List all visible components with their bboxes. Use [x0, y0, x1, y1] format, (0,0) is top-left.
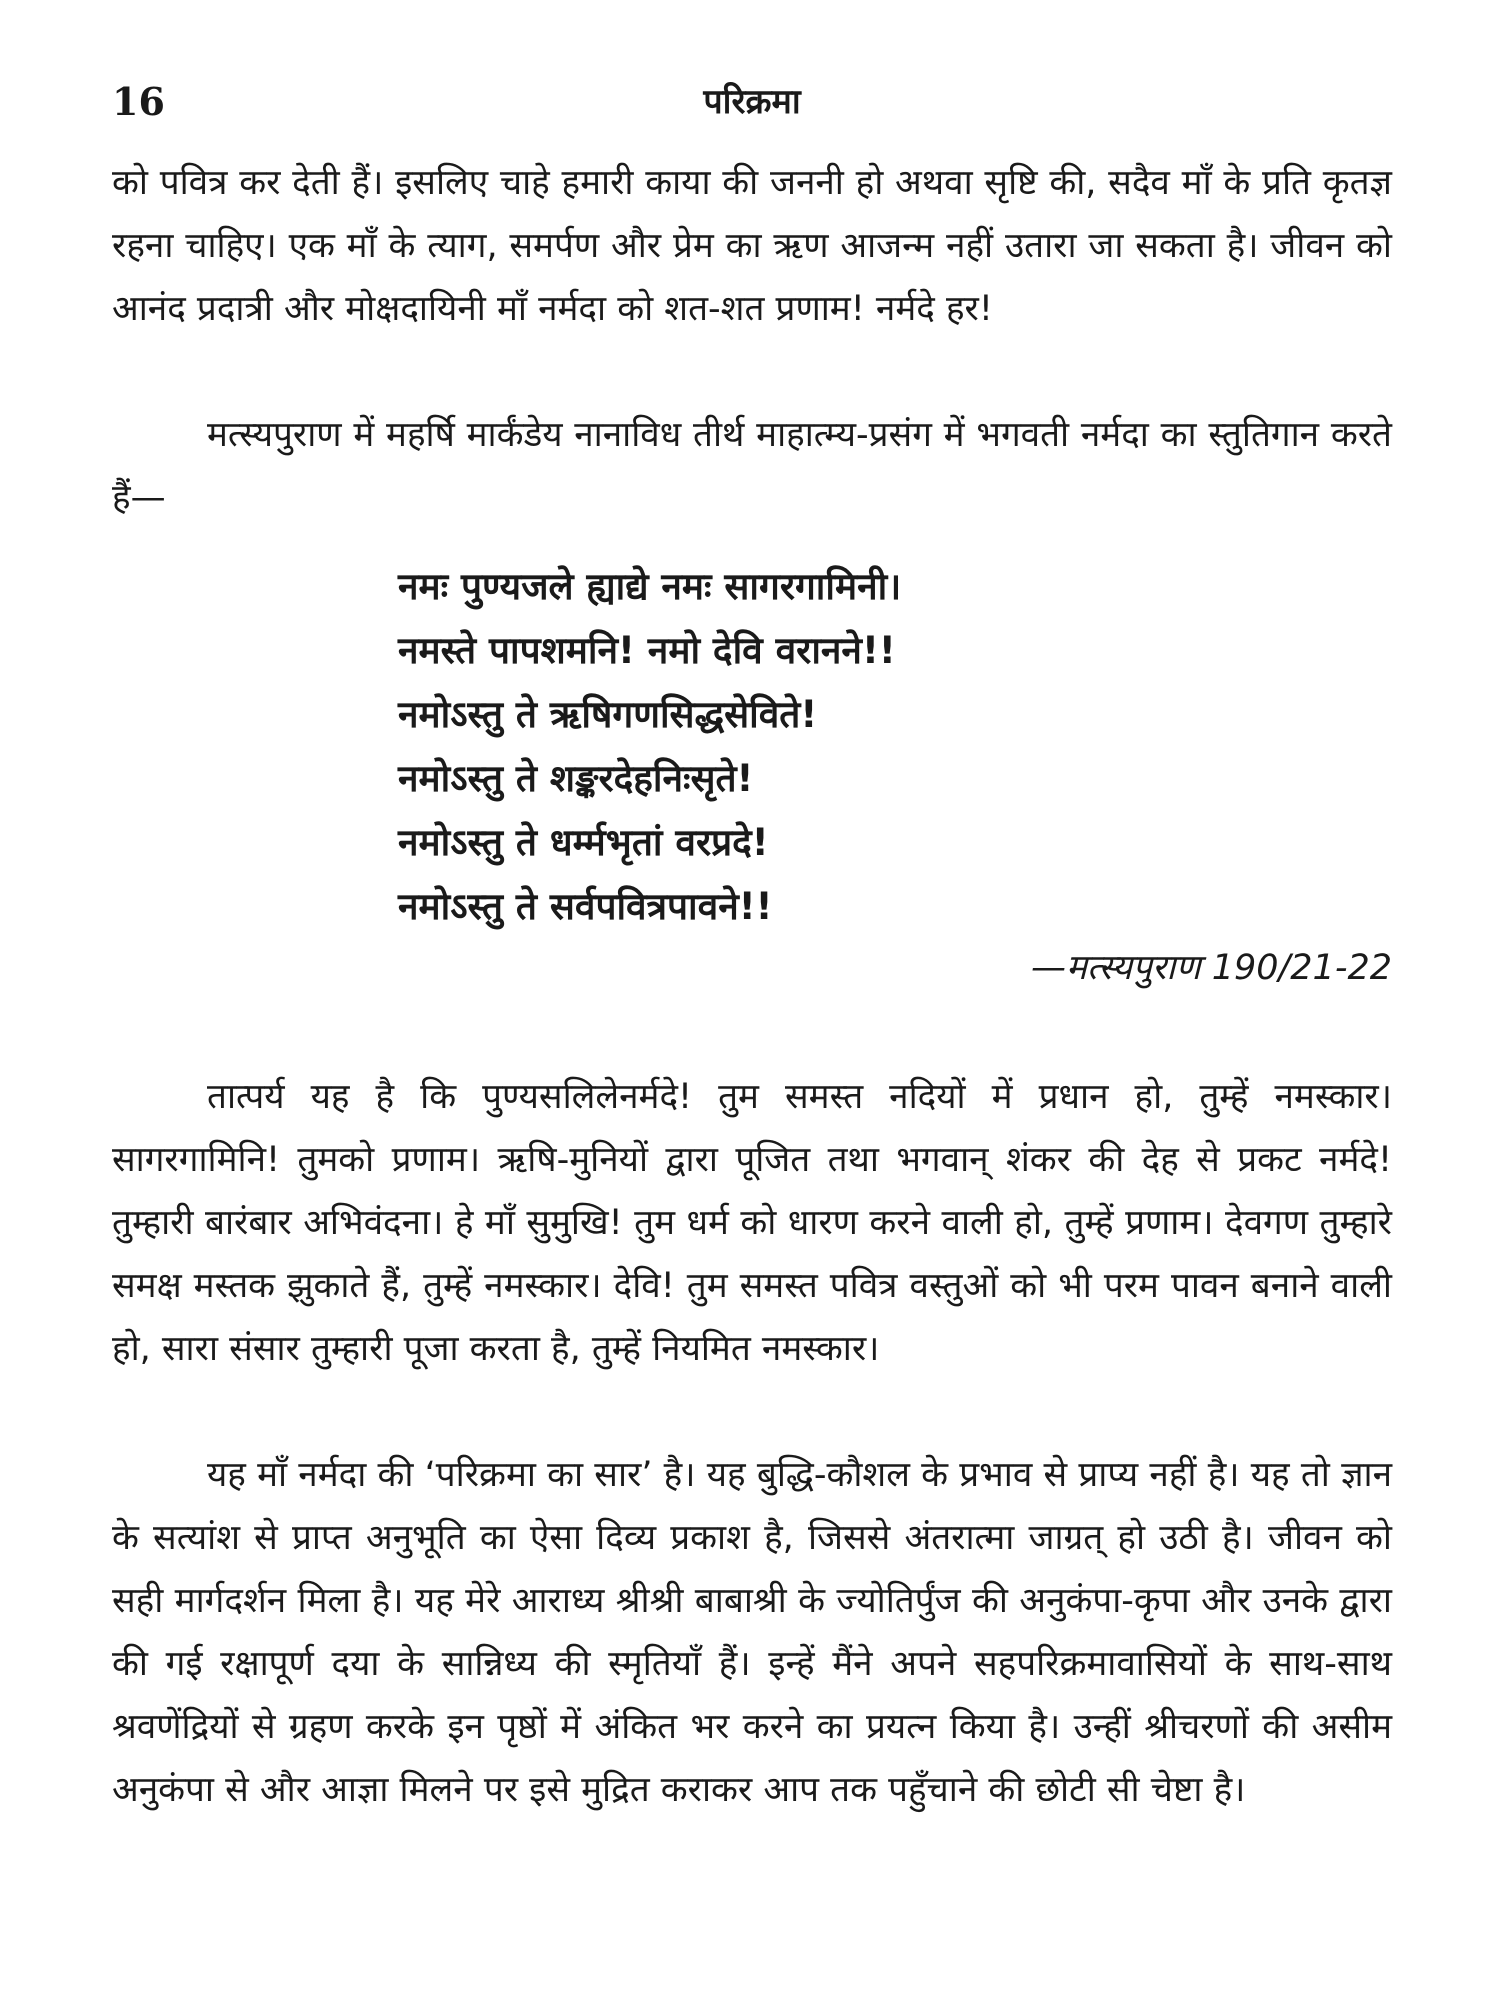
verse-citation: —मत्स्यपुराण 190/21-22 [1030, 948, 1392, 988]
running-title: परिक्रमा [703, 82, 801, 122]
verse-line: नमस्ते पापशमनि! नमो देवि वरानने!! [398, 629, 896, 672]
verse-line: नमोऽस्तु ते धर्म्मभृतां वरप्रदे! [398, 821, 769, 864]
verse-line: नमः पुण्यजले ह्याद्ये नमः सागरगामिनी। [398, 565, 902, 608]
paragraph-1: को पवित्र कर देती हैं। इसलिए चाहे हमारी काया की जननी हो अथवा सृष्टि की, सदैव माँ के प्रति कृतज्ञ रहना चाहिए। एक माँ के त्याग, समर्पण और प्रेम का ऋण आजन्म नहीं उतारा जा सकता है। जीवन को आनंद प्रदात्री और मोक्षदायिनी माँ नर्मदा को शत-शत प्रणाम! नर्मदे हर! [112, 163, 1392, 329]
page-header [112, 72, 1392, 132]
verse-line: नमोऽस्तु ते सर्वपवित्रपावने!! [398, 885, 773, 928]
paragraph-3: तात्पर्य यह है कि पुण्यसलिलेनर्मदे! तुम समस्त नदियों में प्रधान हो, तुम्हें नमस्कार। सागरगामिनि! तुमको प्रणाम। ऋषि-मुनियों द्वारा पूजित तथा भगवान् शंकर की देह से प्रकट नर्मदे! तुम्हारी बारंबार अभिवंदना। हे माँ सुमुखि! तुम धर्म को धारण करने वाली हो, तुम्हें प्रणाम। देवगण तुम्हारे समक्ष मस्तक झुकाते हैं, तुम्हें नमस्कार। देवि! तुम समस्त पवित्र वस्तुओं को भी परम पावन बनाने वाली हो, सारा संसार तुम्हारी पूजा करता है, तुम्हें नियमित नमस्कार। [112, 1077, 1392, 1369]
page-number: 16 [112, 79, 165, 124]
verse-line: नमोऽस्तु ते शङ्करदेहनिःसृते! [398, 757, 754, 800]
verse-line: नमोऽस्तु ते ऋषिगणसिद्धसेविते! [398, 693, 818, 736]
paragraph-4: यह माँ नर्मदा की ‘परिक्रमा का सार’ है। यह बुद्धि-कौशल के प्रभाव से प्राप्य नहीं है। यह तो ज्ञान के सत्यांश से प्राप्त अनुभूति का ऐसा दिव्य प्रकाश है, जिससे अंतरात्मा जाग्रत् हो उठी है। जीवन को सही मार्गदर्शन मिला है। यह मेरे आराध्य श्रीश्री बाबाश्री के ज्योतिर्पुंज की अनुकंपा-कृपा और उनके द्वारा की गई रक्षापूर्ण दया के सान्निध्य की स्मृतियाँ हैं। इन्हें मैंने अपने सहपरिक्रमावासियों के साथ-साथ श्रवणेंद्रियों से ग्रहण करके इन पृष्ठों में अंकित भर करने का प्रयत्न किया है। उन्हीं श्रीचरणों की असीम अनुकंपा से और आज्ञा मिलने पर इसे मुद्रित कराकर आप तक पहुँचाने की छोटी सी चेष्टा है। [112, 1455, 1392, 1810]
verse-block [398, 555, 901, 939]
paragraph-2: मत्स्यपुराण में महर्षि मार्कंडेय नानाविध तीर्थ माहात्म्य-प्रसंग में भगवती नर्मदा का स्तुतिगान करते हैं— [112, 415, 1392, 518]
